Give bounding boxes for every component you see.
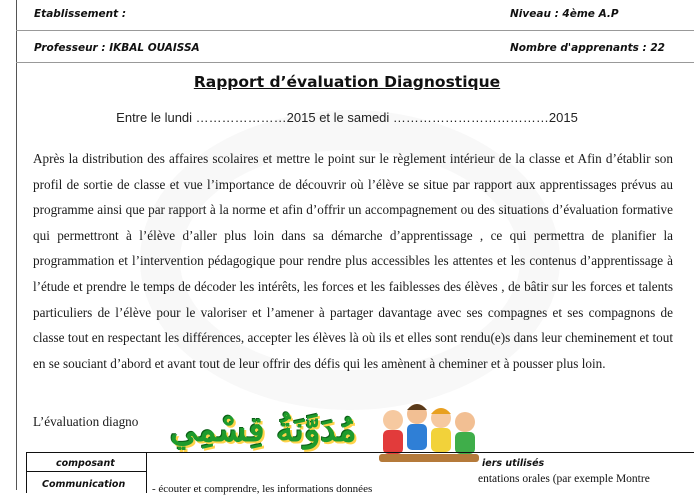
evaluation-heading: L’évaluation diagno <box>33 414 139 429</box>
row-communication: Communication <box>42 479 126 490</box>
niveau-label: Niveau : 4ème A.P <box>510 8 619 20</box>
header-supports-utilises: iers utilisés <box>482 458 545 469</box>
cell-presentations-orales: entations orales (par exemple Montre <box>478 473 650 485</box>
table-left-border <box>26 453 27 493</box>
nombre-apprenants-label: Nombre d'apprenants : 22 <box>510 42 665 54</box>
header-composant: composant <box>56 458 115 469</box>
date-range-line: Entre le lundi …………………2015 et le samedi ………………………………2015 <box>116 110 578 125</box>
header-divider-2 <box>16 62 694 63</box>
table-row-divider <box>26 471 146 472</box>
competence-table <box>26 452 694 493</box>
cell-ecouter-comprendre: - écouter et comprendre, les informations données <box>152 483 373 495</box>
logo-text: مُدَوَّنَةُ قِسْمِي <box>170 410 357 450</box>
header-divider-1 <box>16 30 694 31</box>
body-paragraph: Après la distribution des affaires scolaires et mettre le point sur le règlement intérieur de la classe et Afin d’établir son profil de sortie de classe et vue l’importance de découvrir où l’élève se situe par rapport aux apprentissages prévus au programme ainsi que par rapport à la norme et afin d’offrir un accompagnement ou des situations d’évaluation formative qui permettront à l’élève d’aller plus loin dans sa démarche d’apprentissage , ce qui permettra de planifier la programmation et l’intervention pédagogique pour rendre plus accessibles les attentes et les contenus d’apprentissage à l’étude et prendre le temps de décoder les intérêts, les forces et les faiblesses des élèves , de bâtir sur les forces et talents particuliers de l’élève pour le valoriser et l’amener à partager davantage avec ses compagnes et ses compagnons de classe tout en respectant les différences, accepter les élèves là où ils et elles sont rendu(e)s dans leur cheminement et tout en se souciant d’abord et avant tout de leur offrir des défis qui les amènent à cheminer et à pousser plus loin. <box>33 151 673 371</box>
document-title: Rapport d’évaluation Diagnostique <box>193 73 501 91</box>
professeur-label: Professeur : IKBAL OUAISSA <box>34 42 200 54</box>
table-column-divider <box>146 453 147 493</box>
etablissement-label: Etablissement : <box>34 8 127 20</box>
